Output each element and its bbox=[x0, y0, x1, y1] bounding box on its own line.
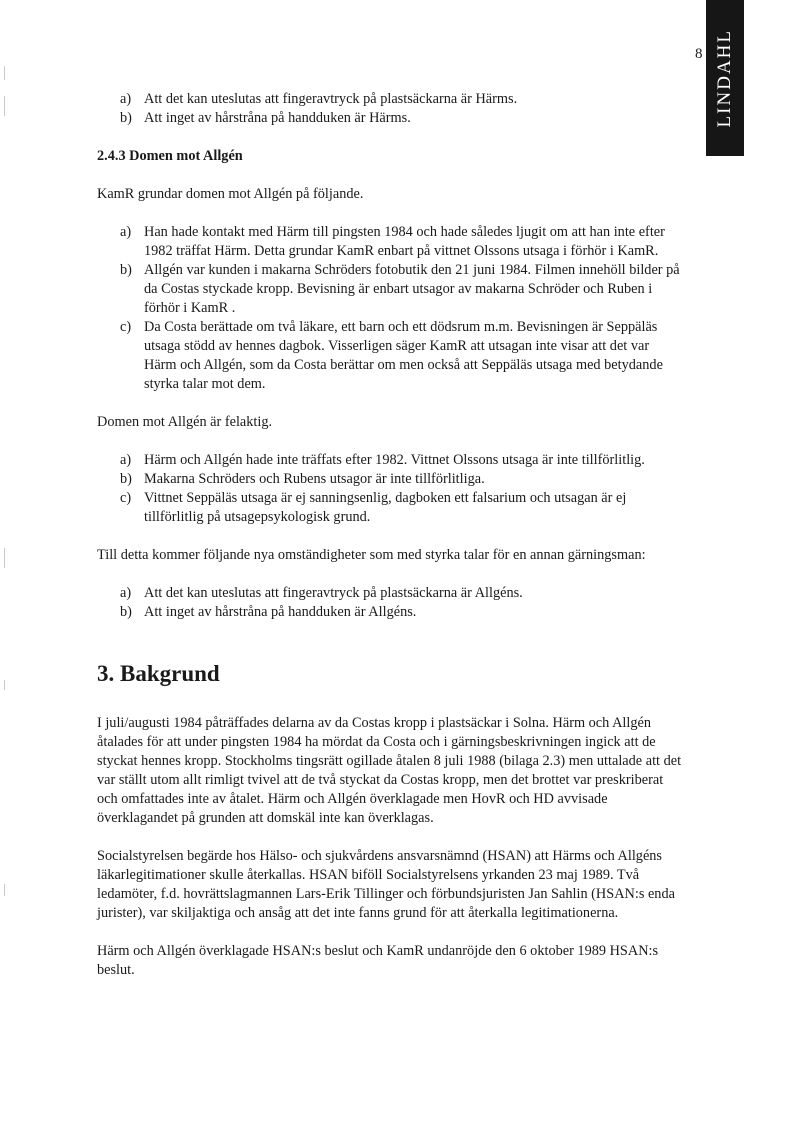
section-intro: KamR grundar domen mot Allgén på följande. bbox=[97, 186, 364, 202]
list-item bbox=[97, 603, 682, 622]
background-paragraph: Socialstyrelsen begärde hos Hälso- och sjukvårdens ansvarsnämnd (HSAN) att Härms och Allgéns läkarlegitimationer skulle återkallas. HSAN biföll Socialstyrelsens yrkanden 23 maj 1989. Två ledamöter, f.d. hovrättslagmannen Lars-Erik Tillinger och förbundsjuristen Jan Sahlin (HSAN:s enda jurister), var skiljaktiga och ansåg att det inte fanns grund för att återkalla legitimationerna. bbox=[97, 848, 675, 921]
list-marker: a) bbox=[120, 585, 132, 601]
scan-margin-tick bbox=[4, 884, 5, 896]
list-marker: b) bbox=[120, 471, 132, 487]
list-text: Att det kan uteslutas att fingeravtryck på plastsäckarna är Härms. bbox=[144, 91, 518, 107]
list-text: Att inget av hårstråna på handduken är Härms. bbox=[144, 110, 411, 126]
grounds-list bbox=[97, 223, 682, 394]
list-marker: b) bbox=[120, 110, 132, 126]
list-item bbox=[97, 261, 682, 318]
scan-margin-tick bbox=[4, 66, 5, 80]
list-marker: c) bbox=[120, 319, 132, 335]
list-marker: c) bbox=[120, 490, 132, 506]
page-number: 8 bbox=[695, 46, 703, 62]
firm-logo bbox=[706, 0, 744, 156]
list-item bbox=[97, 223, 682, 261]
list-item bbox=[97, 90, 682, 109]
list-item bbox=[97, 451, 682, 470]
new-circumstances-list bbox=[97, 584, 682, 622]
list-text: Härm och Allgén hade inte träffats efter 1982. Vittnet Olssons utsaga är inte tillförlitlig. bbox=[144, 452, 645, 468]
list-text: Allgén var kunden i makarna Schröders fotobutik den 21 juni 1984. Filmen innehöll bilder på da Costas styckade kropp. Bevisning är enbart utsagor av makarna Schröder och Ruben i förhör i KamR . bbox=[144, 262, 680, 316]
list-item bbox=[97, 489, 682, 527]
list-text: Att det kan uteslutas att fingeravtryck på plastsäckarna är Allgéns. bbox=[144, 585, 523, 601]
list-marker: a) bbox=[120, 91, 132, 107]
top-list bbox=[97, 90, 682, 128]
list-marker: b) bbox=[120, 604, 132, 620]
list-marker: b) bbox=[120, 262, 132, 278]
list-text: Vittnet Seppäläs utsaga är ej sanningsenlig, dagboken ett falsarium och utsagan är ej tillförlitlig på utsagepsykologisk grund. bbox=[144, 490, 627, 525]
objections-list bbox=[97, 451, 682, 527]
list-item bbox=[97, 318, 682, 394]
scan-margin-tick bbox=[4, 96, 5, 116]
section-heading: 2.4.3 Domen mot Allgén bbox=[97, 148, 243, 164]
list-item bbox=[97, 109, 682, 128]
list-text: Makarna Schröders och Rubens utsagor är inte tillförlitliga. bbox=[144, 471, 485, 487]
background-paragraph: Härm och Allgén överklagade HSAN:s beslut och KamR undanröjde den 6 oktober 1989 HSAN:s beslut. bbox=[97, 943, 659, 978]
scan-margin-tick bbox=[4, 548, 5, 568]
background-paragraph: I juli/augusti 1984 påträffades delarna av da Costas kropp i plastsäckar i Solna. Härm och Allgén åtalades för att under pingsten 1984 ha mördat da Costa och i gärningsbeskrivningen ingick att de styckat hennes kropp. Stockholms tingsrätt ogillade åtalen 8 juli 1988 (bilaga 2.3) men uttalade att det var ställt utom allt rimligt tvivel att de två styckat da Costas kropp, men det brottet var preskriberat och omfattades inte av åtalet. Härm och Allgén överklagade men HovR och HD avvisade överklagandet på grunden att domskäl inte kan överklagas. bbox=[97, 715, 682, 826]
firm-logo-text: LINDAHL bbox=[714, 28, 735, 128]
list-marker: a) bbox=[120, 452, 132, 468]
new-circumstances-text: Till detta kommer följande nya omständigheter som med styrka talar för en annan gärningsman: bbox=[97, 547, 646, 563]
list-item bbox=[97, 584, 682, 603]
list-text: Han hade kontakt med Härm till pingsten 1984 och hade således ljugit om att han inte efter 1982 träffat Härm. Detta grundar KamR enbart på vittnet Olssons utsaga i förhör i KamR. bbox=[144, 224, 665, 259]
list-text: Att inget av hårstråna på handduken är Allgéns. bbox=[144, 604, 417, 620]
list-text: Da Costa berättade om två läkare, ett barn och ett dödsrum m.m. Bevisningen är Seppäläs utsaga stödd av hennes dagbok. Visserligen säger KamR att utsagan inte visar att det var Härm och Allgén, som da Costa berättar om men också att Seppäläs utsaga med betydande styrka talar mot dem. bbox=[144, 319, 663, 392]
chapter-heading: 3. Bakgrund bbox=[97, 661, 220, 686]
list-marker: a) bbox=[120, 224, 132, 240]
verdict-text: Domen mot Allgén är felaktig. bbox=[97, 414, 273, 430]
scan-margin-tick bbox=[4, 680, 5, 690]
list-item bbox=[97, 470, 682, 489]
document-body bbox=[97, 90, 682, 980]
